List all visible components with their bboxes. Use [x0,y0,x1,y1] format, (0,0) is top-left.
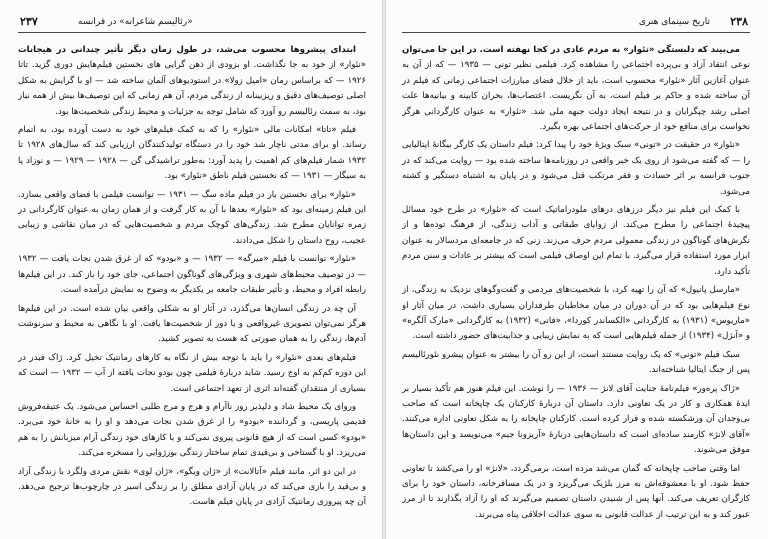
paragraph: فیلم‌های بعدی «نئوار» را باید با توجه بیش از نگاه به کارهای رمانتیک تخیل کرد. ژاک فیدر در این دوره کم‌کم به اوج رسید. شاید دربارهٔ فیلمی چون بودو نجات یافته از آب — ۱۹۳۲ — است که بسیاری از منتقدان گفته‌اند اثری از تعهد اجتماعی است. [18,352,366,394]
running-title: تاریخ سینمای هنری [638,17,710,27]
paragraph: «مارسل پانیول» که آن را تهیه کرد، با شخصیت‌های مردمی و گفت‌وگوهای نزدیک به زندگی، از نوع فیلم‌هایی بود که در آن دوران در میان مخاطبان طرفداران بسیاری داشت. در میان آثار او «ماریوس» (۱۹۳۱) به کارگردانی «الکساندر کوردا»، «فانی» (۱۹۳۲) به کارگردانی «مارک آلگره» و «آنژل» (۱۹۳۴) از جمله فیلم‌هایی است که به نمایش زیبایی و جذابیت‌های حضور داشته است. [402,285,750,342]
right-page-header [402,14,750,33]
right-page [402,14,750,529]
paragraph: اما وقتی صاحب چاپخانه که گمان می‌شد مرده است، برمی‌گردد، «لانژ» او را می‌کشد تا تعاونی حفظ شود. او با معشوقه‌اش به مرز بلژیک می‌گریزد و در یک مسافرخانه، داستان خود را برای کارگران تعریف می‌کند. آنها پس از شنیدن داستان تصمیم می‌گیرند که او را آزاد بگذارند تا از مرز عبور کند و به این ترتیب از عدالت قانونی به سوی عدالت اخلاقی پناه می‌برند. [402,463,750,520]
paragraph: ابتدای پیشروها محسوب می‌شد، در طول زمان دیگر تأثیر چندانی در هیجانات «نئوار» از خود به جا نگذاشت. او بزودی از ذهن گرایی های نخستین فیلم‌هایش دوری گزید. تاتا ۱۹۲۶ — که براساس رمان «امیل زولا» در استودیوهای آلمان ساخته شد — او با گرایش به شکل اصلی توصیف‌های دقیق و ریزبینانه از زندگی مردم، آن هم زمانی که این توصیف‌ها بیش از همه نیاز بود، به سمت رئالیسم رو آورد که شامل توجه به جزئیات و محیط زندگی شخصیت‌ها بود. [18,45,366,117]
paragraph: «نئوار» توانست با فیلم «میرگه» — ۱۹۳۲ — و «بودو» که از غرق شدن نجات یافت — ۱۹۳۲ — در توصیف محیط‌های شهری و ویژگی‌های گوناگون اجتماعی، جای خود را باز کند. در این فیلم‌ها رابطه افراد و محیط، و تأثیر طبقات جامعه بر یکدیگر به وضوح به نمایش درآمده است. [18,254,366,296]
paragraph: سبک فیلم «تونی» که یک روایت مستند است، از این رو آن را بیشتر به عنوان پیشرو نئورئالیسم پس از جنگ ایتالیا شناخته‌اند. [402,349,750,376]
paragraph: می‌بیند که دلبستگی «نئوار» به مردم عادی در کجا نهفته است. در این جا می‌توان نوعی انتقاد آزاد و بی‌پرده اجتماعی را مشاهده کرد. فیلمی نظیر تونی — ۱۹۳۵ — که از آن به عنوان آغازین آثار «نئوار» محسوب است، باید از خلال فضای مبارزات اجتماعی زمانی که فیلم در آن ساخته شده و حاکم بر فیلم است، به آن نگریست. اعتصاب‌ها، بحران کابینه و بیانیه‌ها علت اصلی رشد چپگرایان و در نتیجه ایجاد دولت جبهه ملی شد. «نئوار» به عنوان کارگردانی هرگز نخواست برای منافع خود از حرکت‌های اجتماعی بهره بگیرد. [402,45,750,133]
left-page [18,14,366,529]
page-number: ۲۳۸ [730,15,748,28]
paragraph: «ژاک پره‌ور» فیلم‌نامهٔ جنایت آقای لانژ — ۱۹۳۶ — را نوشت. این فیلم هنوز هم تأکید بسیار بر ایدهٔ همکاری و کار در یک تعاونی دارد. داستان آن دربارهٔ کارکنان یک چاپخانه است که صاحب بی‌وجدان آن ورشکسته شده و فرار کرده است. کارکنان چاپخانه را به شکل تعاونی اداره می‌کنند. «آقای لانژ» کارمند ساده‌ای است که داستان‌هایی دربارهٔ «آریزونا جیم» می‌نویسد و این داستان‌ها موفق می‌شوند. [402,383,750,456]
page-number: ۲۳۷ [20,15,38,28]
left-page-body [18,33,366,511]
right-page-body [402,33,750,523]
running-title: «رئالیسم شاعرانه» در فرانسه [78,17,193,27]
paragraph: «نئوار» برای نخستین بار در فیلم ماده سگ — ۱۹۳۱ — توانست فیلمی با فضای واقعی بسازد. این فیلم زمینه‌ای بود که «نئوار» بعدها با آن به کار گرفت و از همان زمان به عنوان کارگردانی در زمره توانایان مطرح شد. زندگی‌های کوچک مردم و شخصیت‌هایی که در میان نقاشی و زیبایی عجیب، روح داستان را شکل می‌دادند. [18,189,366,246]
paragraph: با کمک این فیلم نیز دیگر درزهای درهای ملودراماتیک است که «نئوار» در طرح خود مسائل پیچیدهٔ اجتماعی را مطرح می‌کند. از زوایای طبقاتی و آداب زندگی، از فرهنگ توده‌ها و از نگرش‌های گوناگون در زندگی معمولی مردم حرف می‌زند. زنی که در جامعه‌ای مردسالار به عنوان ابزار مورد استفاده قرار می‌گیرد. با تمام این اوصاف فیلمی است که بیشتر بر عادات و سنن مردم تأکید دارد. [402,205,750,277]
book-gutter [382,0,386,539]
paragraph: فیلم «تاتا» امکانات مالی «نئوار» را که به کمک فیلم‌های خود به دست آورده بود، به اتمام رساند. او برای مدتی ناچار شد خود را در دستگاه تولیدکنندگان ارزیابی کند که سال‌های ۱۹۲۸ تا ۱۹۳۲ شمار فیلم‌های کم اهمیت را پدید آورد: به‌طور تراشیدگی گن — ۱۹۲۸ — ۱۹۲۹ — و نوزاد پا به سیگار — ۱۹۳۱ — که نخستین فیلم ناطق «نئوار» بود. [18,125,366,182]
paragraph: آن چه در زندگی انسان‌ها می‌گذرد، در آثار او به شکلی واقعی بیان شده است. در این فیلم‌ها هرگز نمی‌توان تصویری غیرواقعی و یا دور از شخصیت‌ها یافت. او با نگاهی به محیط و سرنوشت آدم‌ها، زندگی را به همان صورتی که هست به تصویر کشید. [18,303,366,345]
left-page-header [18,14,366,33]
paragraph: «نئوار» در حقیقت در «تونی» سبک ویژهٔ خود را پیدا کرد: فیلم داستان یک کارگر بیگانهٔ ایتالیایی را — که گفته می‌شود از روی یک خبر واقعی در روزنامه‌ها ساخته شده بود — روایت می‌کند که در جنوب فرانسه بر اثر حسادت و فقر مرتکب قتل می‌شود و در پایان به اشتباه دستگیر و کشته می‌شود. [402,140,750,197]
paragraph: وروای یک محیط شاد و دلپذیر روز ناآرام و هرج و مرج طلبی احساس می‌شود. یک عتیقه‌فروش قدیمی پاریسی، و گرداننده «بودو» را از غرق شدن نجات می‌دهد و او را به خانهٔ خود می‌برد. «بودو» کسی است که از هیچ قانونی پیروی نمی‌کند و با کارهای خود زندگی آرام میزبانش را به هم می‌ریزد. او با گستاخی و بی‌قیدی تمام ساختار زندگی بورژوایی را مسخره می‌کند. [18,401,366,459]
paragraph: در این دو اثر، مانند فیلم «آتالانت» از «ژان ویگو»، «ژان لوی» نقش مردی ولگرد با زندگی آزاد و بی‌قید را بازی می‌کند که در پایان آزادی مطلق را بر زندگی اسیر در چارچوب‌ها ترجیح می‌دهد. آن چه پیروزی رمانتیک آزادی در پایان فیلم هاست. [18,466,366,508]
